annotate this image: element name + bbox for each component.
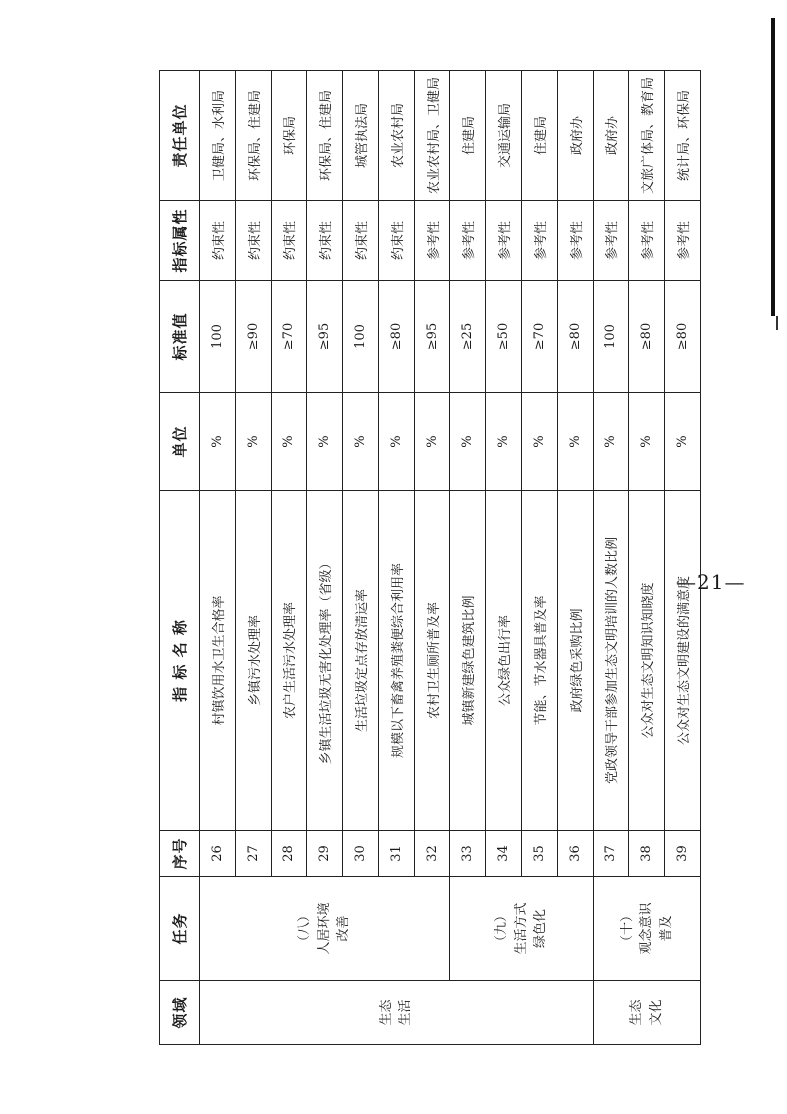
cell-standard: ≥50	[486, 281, 522, 393]
cell-name: 党政领导干部参加生态文明培训的人数比例	[593, 491, 629, 831]
task-cell-line: 人居环境	[316, 902, 332, 955]
page-number: —21—	[676, 570, 746, 594]
cell-attr: 参考性	[593, 201, 629, 281]
table-row	[593, 71, 629, 1045]
table-row	[450, 71, 486, 1045]
cell-name: 村镇饮用水卫生合格率	[200, 491, 236, 831]
cell-seq: 38	[629, 831, 665, 877]
cell-resp: 城管执法局	[343, 71, 379, 201]
domain-cell-line: 文化	[648, 999, 664, 1026]
cell-seq: 30	[343, 831, 379, 877]
cell-resp: 环保局、住建局	[307, 71, 343, 201]
cell-name: 城镇新建绿色建筑比例	[450, 491, 486, 831]
cell-attr: 参考性	[557, 201, 593, 281]
indicator-table	[159, 70, 701, 1045]
table-body	[200, 71, 701, 1045]
task-cell-line: （九）	[494, 909, 510, 949]
cell-unit: %	[235, 393, 271, 491]
task-cell-line: 生活方式	[513, 902, 529, 955]
cell-name: 公众绿色出行率	[486, 491, 522, 831]
domain-cell-line: 生态	[378, 999, 394, 1026]
cell-name: 公众对生态文明建设的满意度	[665, 491, 701, 831]
cell-standard: 100	[343, 281, 379, 393]
cell-attr: 参考性	[450, 201, 486, 281]
cell-name: 乡镇生活垃圾无害化处理率（省级）	[307, 491, 343, 831]
header-task: 任务	[160, 877, 200, 981]
cell-attr: 约束性	[343, 201, 379, 281]
cell-standard: ≥95	[414, 281, 450, 393]
table-header-row	[160, 71, 200, 1045]
cell-resp: 住建局	[450, 71, 486, 201]
task-cell	[450, 877, 593, 981]
cell-seq: 26	[200, 831, 236, 877]
task-cell-line: 绿色化	[533, 909, 549, 949]
binding-edge-bar	[771, 18, 775, 316]
cell-attr: 参考性	[414, 201, 450, 281]
cell-name: 节能、节水器具普及率	[522, 491, 558, 831]
cell-attr: 参考性	[486, 201, 522, 281]
cell-unit: %	[200, 393, 236, 491]
task-cell	[200, 877, 450, 981]
cell-resp: 农业农村局	[378, 71, 414, 201]
cell-standard: ≥95	[307, 281, 343, 393]
cell-seq: 28	[271, 831, 307, 877]
indicator-table-rotated	[159, 71, 701, 1045]
cell-unit: %	[557, 393, 593, 491]
cell-unit: %	[486, 393, 522, 491]
cell-unit: %	[343, 393, 379, 491]
task-cell-line: 改善	[336, 915, 352, 942]
task-cell-line: （十）	[619, 909, 635, 949]
cell-standard: 100	[593, 281, 629, 393]
cell-unit: %	[378, 393, 414, 491]
cell-standard: 100	[200, 281, 236, 393]
header-attr: 指标属性	[160, 201, 200, 281]
domain-cell	[593, 981, 700, 1045]
cell-standard: ≥80	[629, 281, 665, 393]
header-unit: 单位	[160, 393, 200, 491]
cell-attr: 约束性	[200, 201, 236, 281]
cell-seq: 29	[307, 831, 343, 877]
cell-standard: ≥80	[557, 281, 593, 393]
header-seq: 序号	[160, 831, 200, 877]
cell-standard: ≥70	[271, 281, 307, 393]
cell-resp: 环保局	[271, 71, 307, 201]
cell-unit: %	[665, 393, 701, 491]
cell-resp: 政府办	[593, 71, 629, 201]
binding-edge-tick	[776, 316, 778, 330]
cell-resp: 农业农村局、卫健局	[414, 71, 450, 201]
cell-name: 农户生活污水处理率	[271, 491, 307, 831]
cell-seq: 39	[665, 831, 701, 877]
header-standard: 标准值	[160, 281, 200, 393]
task-cell-line: （八）	[297, 909, 313, 949]
cell-standard: ≥80	[665, 281, 701, 393]
cell-resp: 环保局、住建局	[235, 71, 271, 201]
domain-cell	[200, 981, 594, 1045]
cell-attr: 约束性	[235, 201, 271, 281]
cell-name: 生活垃圾定点存放清运率	[343, 491, 379, 831]
cell-name: 农村卫生厕所普及率	[414, 491, 450, 831]
cell-attr: 约束性	[378, 201, 414, 281]
cell-resp: 文旅广体局、教育局	[629, 71, 665, 201]
task-cell-line: 观念意识	[639, 902, 655, 955]
cell-seq: 27	[235, 831, 271, 877]
cell-unit: %	[450, 393, 486, 491]
cell-standard: ≥90	[235, 281, 271, 393]
task-cell	[593, 877, 700, 981]
cell-seq: 37	[593, 831, 629, 877]
cell-attr: 约束性	[307, 201, 343, 281]
cell-unit: %	[522, 393, 558, 491]
cell-unit: %	[271, 393, 307, 491]
cell-seq: 31	[378, 831, 414, 877]
cell-standard: ≥80	[378, 281, 414, 393]
cell-unit: %	[593, 393, 629, 491]
header-domain: 领域	[160, 981, 200, 1045]
cell-seq: 32	[414, 831, 450, 877]
cell-seq: 36	[557, 831, 593, 877]
cell-unit: %	[307, 393, 343, 491]
cell-resp: 卫健局、水利局	[200, 71, 236, 201]
header-resp: 责任单位	[160, 71, 200, 201]
cell-unit: %	[629, 393, 665, 491]
cell-name: 公众对生态文明知识知晓度	[629, 491, 665, 831]
cell-seq: 35	[522, 831, 558, 877]
cell-attr: 约束性	[271, 201, 307, 281]
cell-resp: 交通运输局	[486, 71, 522, 201]
header-name: 指 标 名 称	[160, 491, 200, 831]
domain-cell-line: 生态	[629, 999, 645, 1026]
cell-name: 规模以下畜禽养殖粪便综合利用率	[378, 491, 414, 831]
cell-standard: ≥70	[522, 281, 558, 393]
cell-standard: ≥25	[450, 281, 486, 393]
cell-name: 政府绿色采购比例	[557, 491, 593, 831]
domain-cell-line: 生活	[398, 999, 414, 1026]
cell-resp: 统计局、环保局	[665, 71, 701, 201]
table-row	[200, 71, 236, 1045]
cell-attr: 参考性	[522, 201, 558, 281]
cell-attr: 参考性	[629, 201, 665, 281]
cell-seq: 34	[486, 831, 522, 877]
cell-resp: 政府办	[557, 71, 593, 201]
task-cell-line: 普及	[658, 915, 674, 942]
cell-name: 乡镇污水处理率	[235, 491, 271, 831]
cell-seq: 33	[450, 831, 486, 877]
cell-unit: %	[414, 393, 450, 491]
cell-resp: 住建局	[522, 71, 558, 201]
cell-attr: 参考性	[665, 201, 701, 281]
